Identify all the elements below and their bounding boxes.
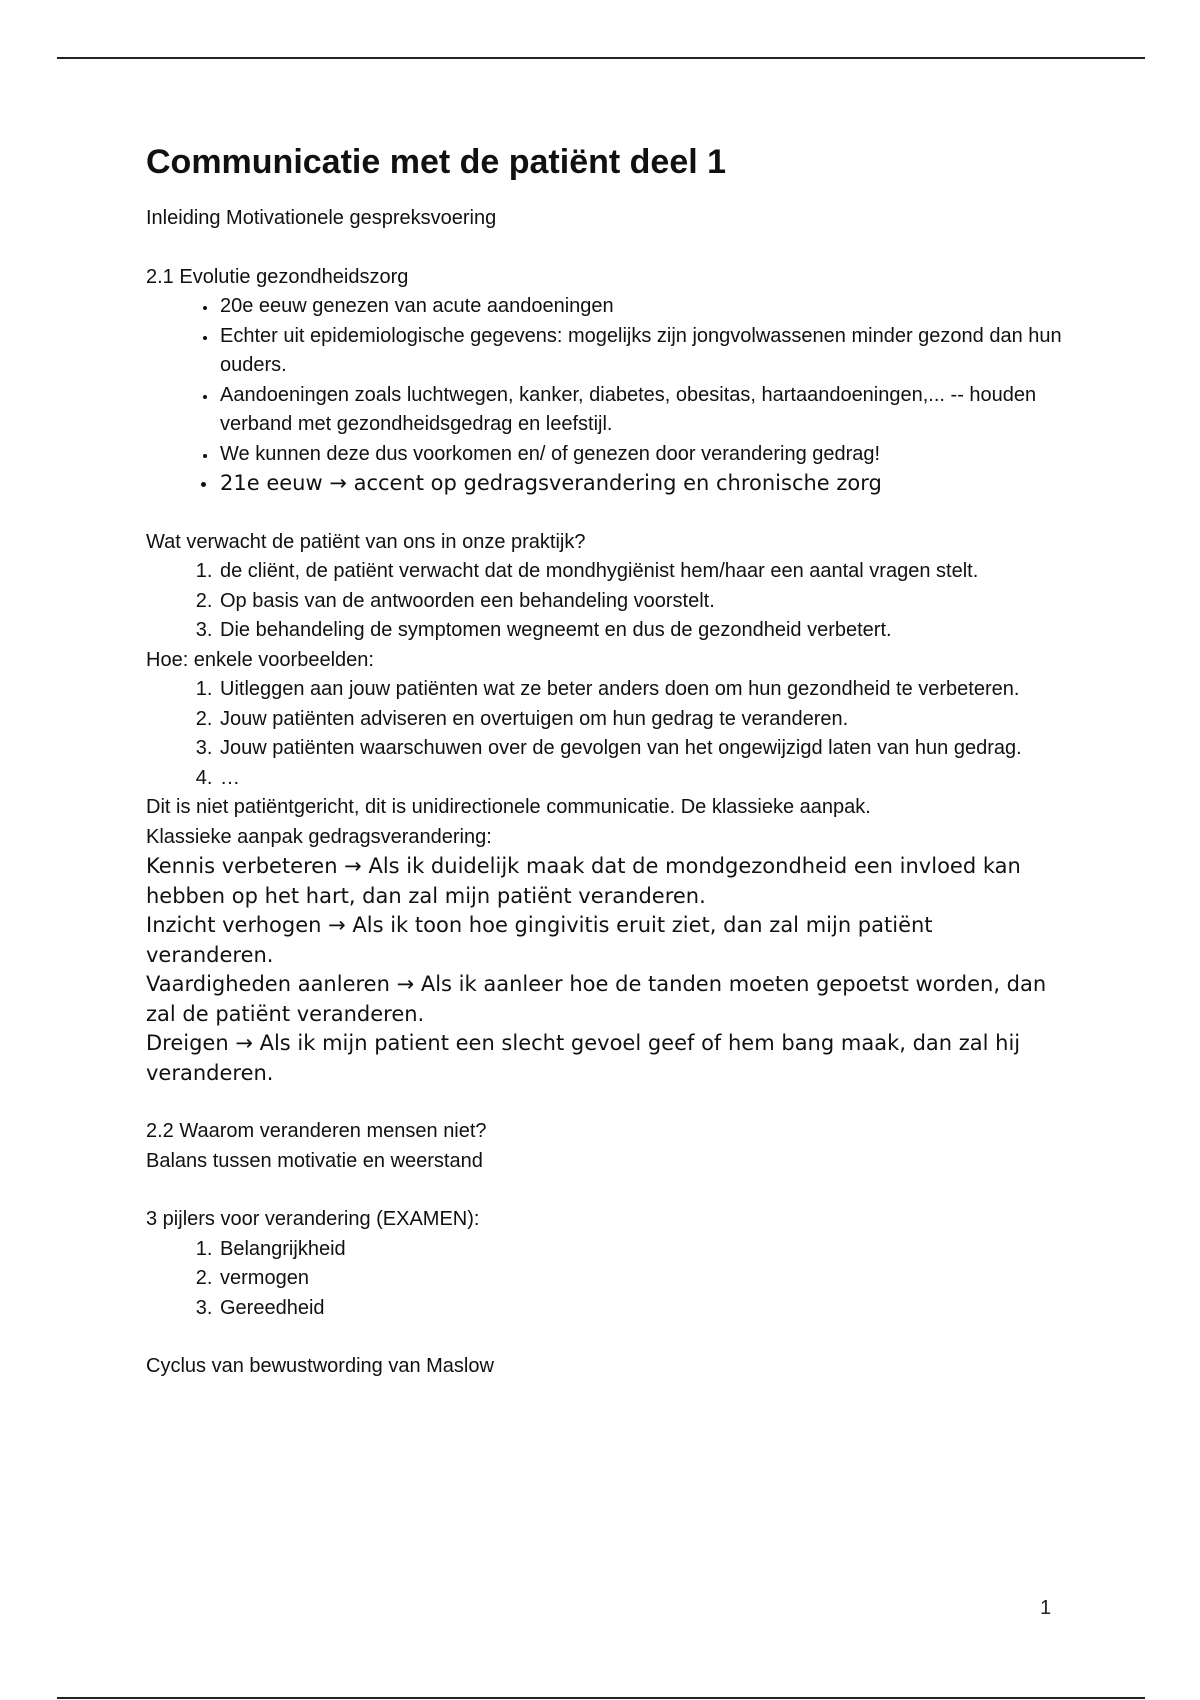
numbered-list <box>146 557 1066 646</box>
section-heading: 2.2 Waarom veranderen mensen niet? <box>146 1120 487 1142</box>
paragraph: Balans tussen motivatie en weerstand <box>146 1149 483 1172</box>
list-item: 2. Jouw patiënten adviseren en overtuigen om hun gedrag te veranderen. <box>218 705 1066 735</box>
page-number: 1 <box>1040 1597 1052 1619</box>
list-item: • Echter uit epidemiologische gegevens: mogelijks zijn jongvolwassenen minder gezond dan hun ouders. <box>218 322 1066 381</box>
expectations-heading: Wat verwacht de patiënt van ons in onze praktijk? <box>146 530 586 553</box>
list-item: • 21e eeuw → accent op gedragsverandering en chronische zorg <box>218 469 1066 499</box>
paragraph: Klassieke aanpak gedragsverandering: <box>146 825 492 848</box>
list-item: 4. … <box>218 764 1066 794</box>
list-item: 1. de cliënt, de patiënt verwacht dat de mondhygiënist hem/haar een aantal vragen stelt. <box>218 557 1066 587</box>
paragraph: Dit is niet patiëntgericht, dit is unidirectionele communicatie. De klassieke aanpak. <box>146 796 871 818</box>
list-item: 2. Op basis van de antwoorden een behandeling voorstelt. <box>218 587 1066 617</box>
top-rule <box>57 57 1145 59</box>
list-item: 1. Belangrijkheid <box>218 1235 1066 1265</box>
paragraph: Cyclus van bewustwording van Maslow <box>146 1355 494 1377</box>
document-title: Communicatie met de patiënt deel 1 <box>146 143 727 181</box>
list-item: • Aandoeningen zoals luchtwegen, kanker, diabetes, obesitas, hartaandoeningen,... -- houden verband met gezondheidsgedrag en leefstijl. <box>218 381 1066 440</box>
document-body <box>146 140 1066 1382</box>
list-item: 3. Gereedheid <box>218 1294 1066 1324</box>
bullet-list <box>146 292 1066 499</box>
list-item: 3. Die behandeling de symptomen wegneemt en dus de gezondheid verbetert. <box>218 616 1066 646</box>
intro-line: Inleiding Motivationele gespreksvoering <box>146 207 497 229</box>
list-item: 1. Uitleggen aan jouw patiënten wat ze beter anders doen om hun gezondheid te verbeteren. <box>218 675 1066 705</box>
list-item: 3. Jouw patiënten waarschuwen over de gevolgen van het ongewijzigd laten van hun gedrag. <box>218 734 1066 764</box>
bottom-rule <box>57 1697 1145 1699</box>
numbered-list <box>146 675 1066 793</box>
section-heading: 2.1 Evolutie gezondheidszorg <box>146 265 409 288</box>
paragraph: Inzicht verhogen → Als ik toon hoe gingivitis eruit ziet, dan zal mijn patiënt veranderen. <box>146 913 933 967</box>
pillars-heading: 3 pijlers voor verandering (EXAMEN): <box>146 1208 480 1230</box>
list-item: 2. vermogen <box>218 1264 1066 1294</box>
paragraph: Kennis verbeteren → Als ik duidelijk maak dat de mondgezondheid een invloed kan hebben op het hart, dan zal mijn patiënt veranderen. <box>146 854 1021 908</box>
list-item: • We kunnen deze dus voorkomen en/ of genezen door verandering gedrag! <box>218 440 1066 470</box>
paragraph: Dreigen → Als ik mijn patient een slecht gevoel geef of hem bang maak, dan zal hij veranderen. <box>146 1031 1021 1085</box>
examples-heading: Hoe: enkele voorbeelden: <box>146 648 374 671</box>
list-item: • 20e eeuw genezen van acute aandoeningen <box>218 292 1066 322</box>
numbered-list <box>146 1235 1066 1324</box>
paragraph: Vaardigheden aanleren → Als ik aanleer hoe de tanden moeten gepoetst worden, dan zal de patiënt veranderen. <box>146 972 1047 1026</box>
